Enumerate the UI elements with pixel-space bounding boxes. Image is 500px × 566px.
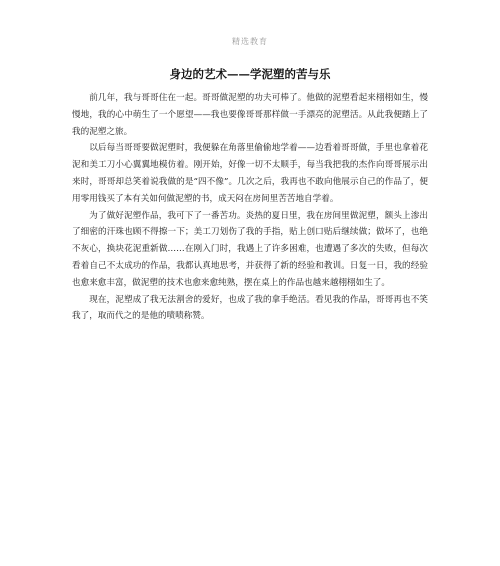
paragraph-3: 为了做好泥塑作品，我可下了一番苦功。炎热的夏日里，我在房间里做泥塑，额头上渗出了细密的汗珠也顾不得擦一下；美工刀划伤了我的手指，贴上创口贴后继续做；做坏了，也绝不灰心，换块花泥重新做……在刚入门时，我遇上了许多困难，也遭遇了多次的失败，但每次看着自己不太成功的作品，我都认真地思考，并获得了新的经验和教训。日复一日，我的经验也愈来愈丰富，做泥塑的技术也愈来愈纯熟，摆在桌上的作品也越来越栩栩如生了。 [72,210,428,288]
article-title: 身边的艺术——学泥塑的苦与乐 [169,67,331,81]
article-body [72,90,428,325]
page-header: 精选教育 [232,37,268,46]
paragraph-1: 前几年，我与哥哥住在一起。哥哥做泥塑的功夫可棒了。他做的泥塑看起来栩栩如生，慢慢地，我的心中萌生了一个愿望——我也要像哥哥那样做一手漂亮的泥塑活。从此我便踏上了我的泥塑之旅。 [72,93,428,137]
paragraph-4: 现在，泥塑成了我无法割舍的爱好，也成了我的拿手绝活。看见我的作品，哥哥再也不笑我了，取而代之的是他的啧啧称赞。 [72,294,428,322]
paragraph-2: 以后每当哥哥要做泥塑时，我便躲在角落里偷偷地学着——边看着哥哥做，手里也拿着花泥和美工刀小心翼翼地模仿着。刚开始，好像一切不太顺手，每当我把我的杰作向哥哥展示出来时，哥哥却总笑着说我做的是“四不像”。几次之后，我再也不敢向他展示自己的作品了，便用零用钱买了本有关如何做泥塑的书，成天闷在房间里苦苦地自学着。 [72,143,428,204]
